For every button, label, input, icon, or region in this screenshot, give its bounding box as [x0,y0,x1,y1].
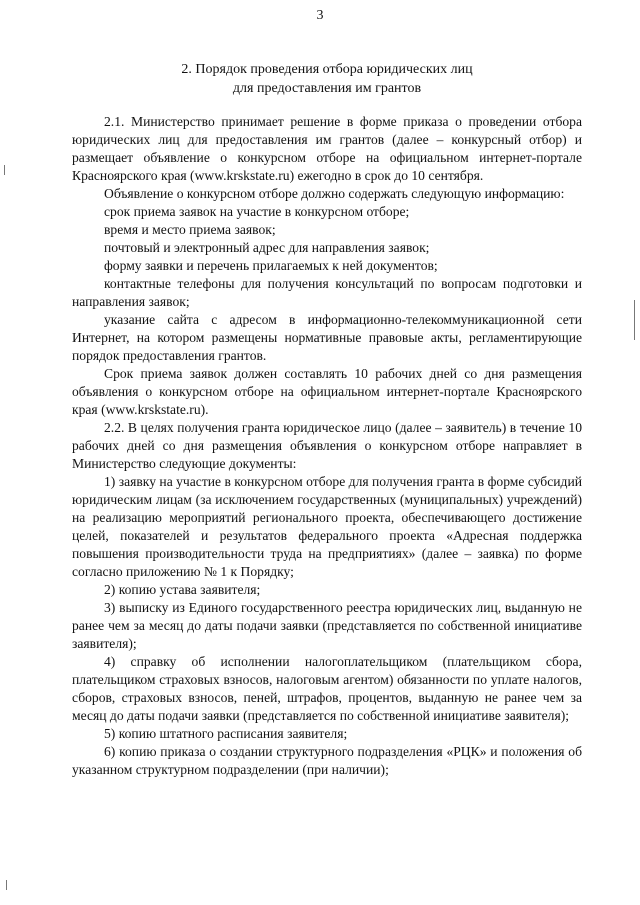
scan-artifact-left [4,165,5,175]
list-item: указание сайта с адресом в информационно-телекоммуникационной сети Интернет, на котором размещены нормативные правовые акты, регламентирующие порядок предоставления грантов. [72,312,582,363]
list-item: срок приема заявок на участие в конкурсном отборе; [104,204,410,219]
paragraph-2-2: 2.2. В целях получения гранта юридическое лицо (далее – заявитель) в течение 10 рабочих дней со дня размещения объявления о конкурсном отборе направляет в Министерство следующие документы: [72,420,582,471]
section-title [72,60,582,98]
paragraph-2-1: 2.1. Министерство принимает решение в форме приказа о проведении отбора юридических лиц для предоставления им грантов (далее – конкурсный отбор) и размещает объявление о конкурсном отборе на официальном интернет-портале Красноярского края (www.krskstate.ru) ежегодно в срок до 10 сентября. [72,114,582,183]
list-item: время и место приема заявок; [104,222,276,237]
document-item-4: 4) справку об исполнении налогоплательщиком (плательщиком сбора, плательщиком страховых взносов, налоговым агентом) обязанности по уплате налогов, сборов, страховых взносов, пеней, штрафов, процентов, выданную не ранее чем за месяц до даты подачи заявки (представляется по собственной инициативе заявителя); [72,654,582,723]
section-title-line-2: для предоставления им грантов [232,81,422,96]
document-item-5: 5) копию штатного расписания заявителя; [104,726,348,741]
list-item: почтовый и электронный адрес для направления заявок; [104,240,430,255]
document-body [72,113,582,779]
page-number: 3 [316,8,324,23]
scan-artifact-bottom-left [6,880,7,890]
document-item-3: 3) выписку из Единого государственного реестра юридических лиц, выданную не ранее чем за месяц до даты подачи заявки (представляется по собственной инициативе заявителя); [72,600,582,651]
paragraph-announcement-content: Объявление о конкурсном отборе должно содержать следующую информацию: [104,186,565,201]
scan-artifact-right [634,300,635,340]
document-item-2: 2) копию устава заявителя; [104,582,261,597]
section-title-line-1: 2. Порядок проведения отбора юридических лиц [181,62,473,77]
list-item: форму заявки и перечень прилагаемых к ней документов; [104,258,438,273]
paragraph-deadline: Срок приема заявок должен составлять 10 рабочих дней со дня размещения объявления о конкурсном отборе на официальном интернет-портале Красноярского края (www.krskstate.ru). [72,366,582,417]
list-item: контактные телефоны для получения консультаций по вопросам подготовки и направления заявок; [72,276,582,309]
document-item-1: 1) заявку на участие в конкурсном отборе для получения гранта в форме субсидий юридическим лицам (за исключением государственных (муниципальных) учреждений) на реализацию мероприятий регионального проекта, обеспечивающего достижение целей, показателей и результатов федерального проекта «Адресная поддержка повышения производительности труда на предприятиях» (далее – заявка) по форме согласно приложению № 1 к Порядку; [72,474,582,579]
document-item-6: 6) копию приказа о создании структурного подразделения «РЦК» и положения об указанном структурном подразделении (при наличии); [72,744,582,777]
